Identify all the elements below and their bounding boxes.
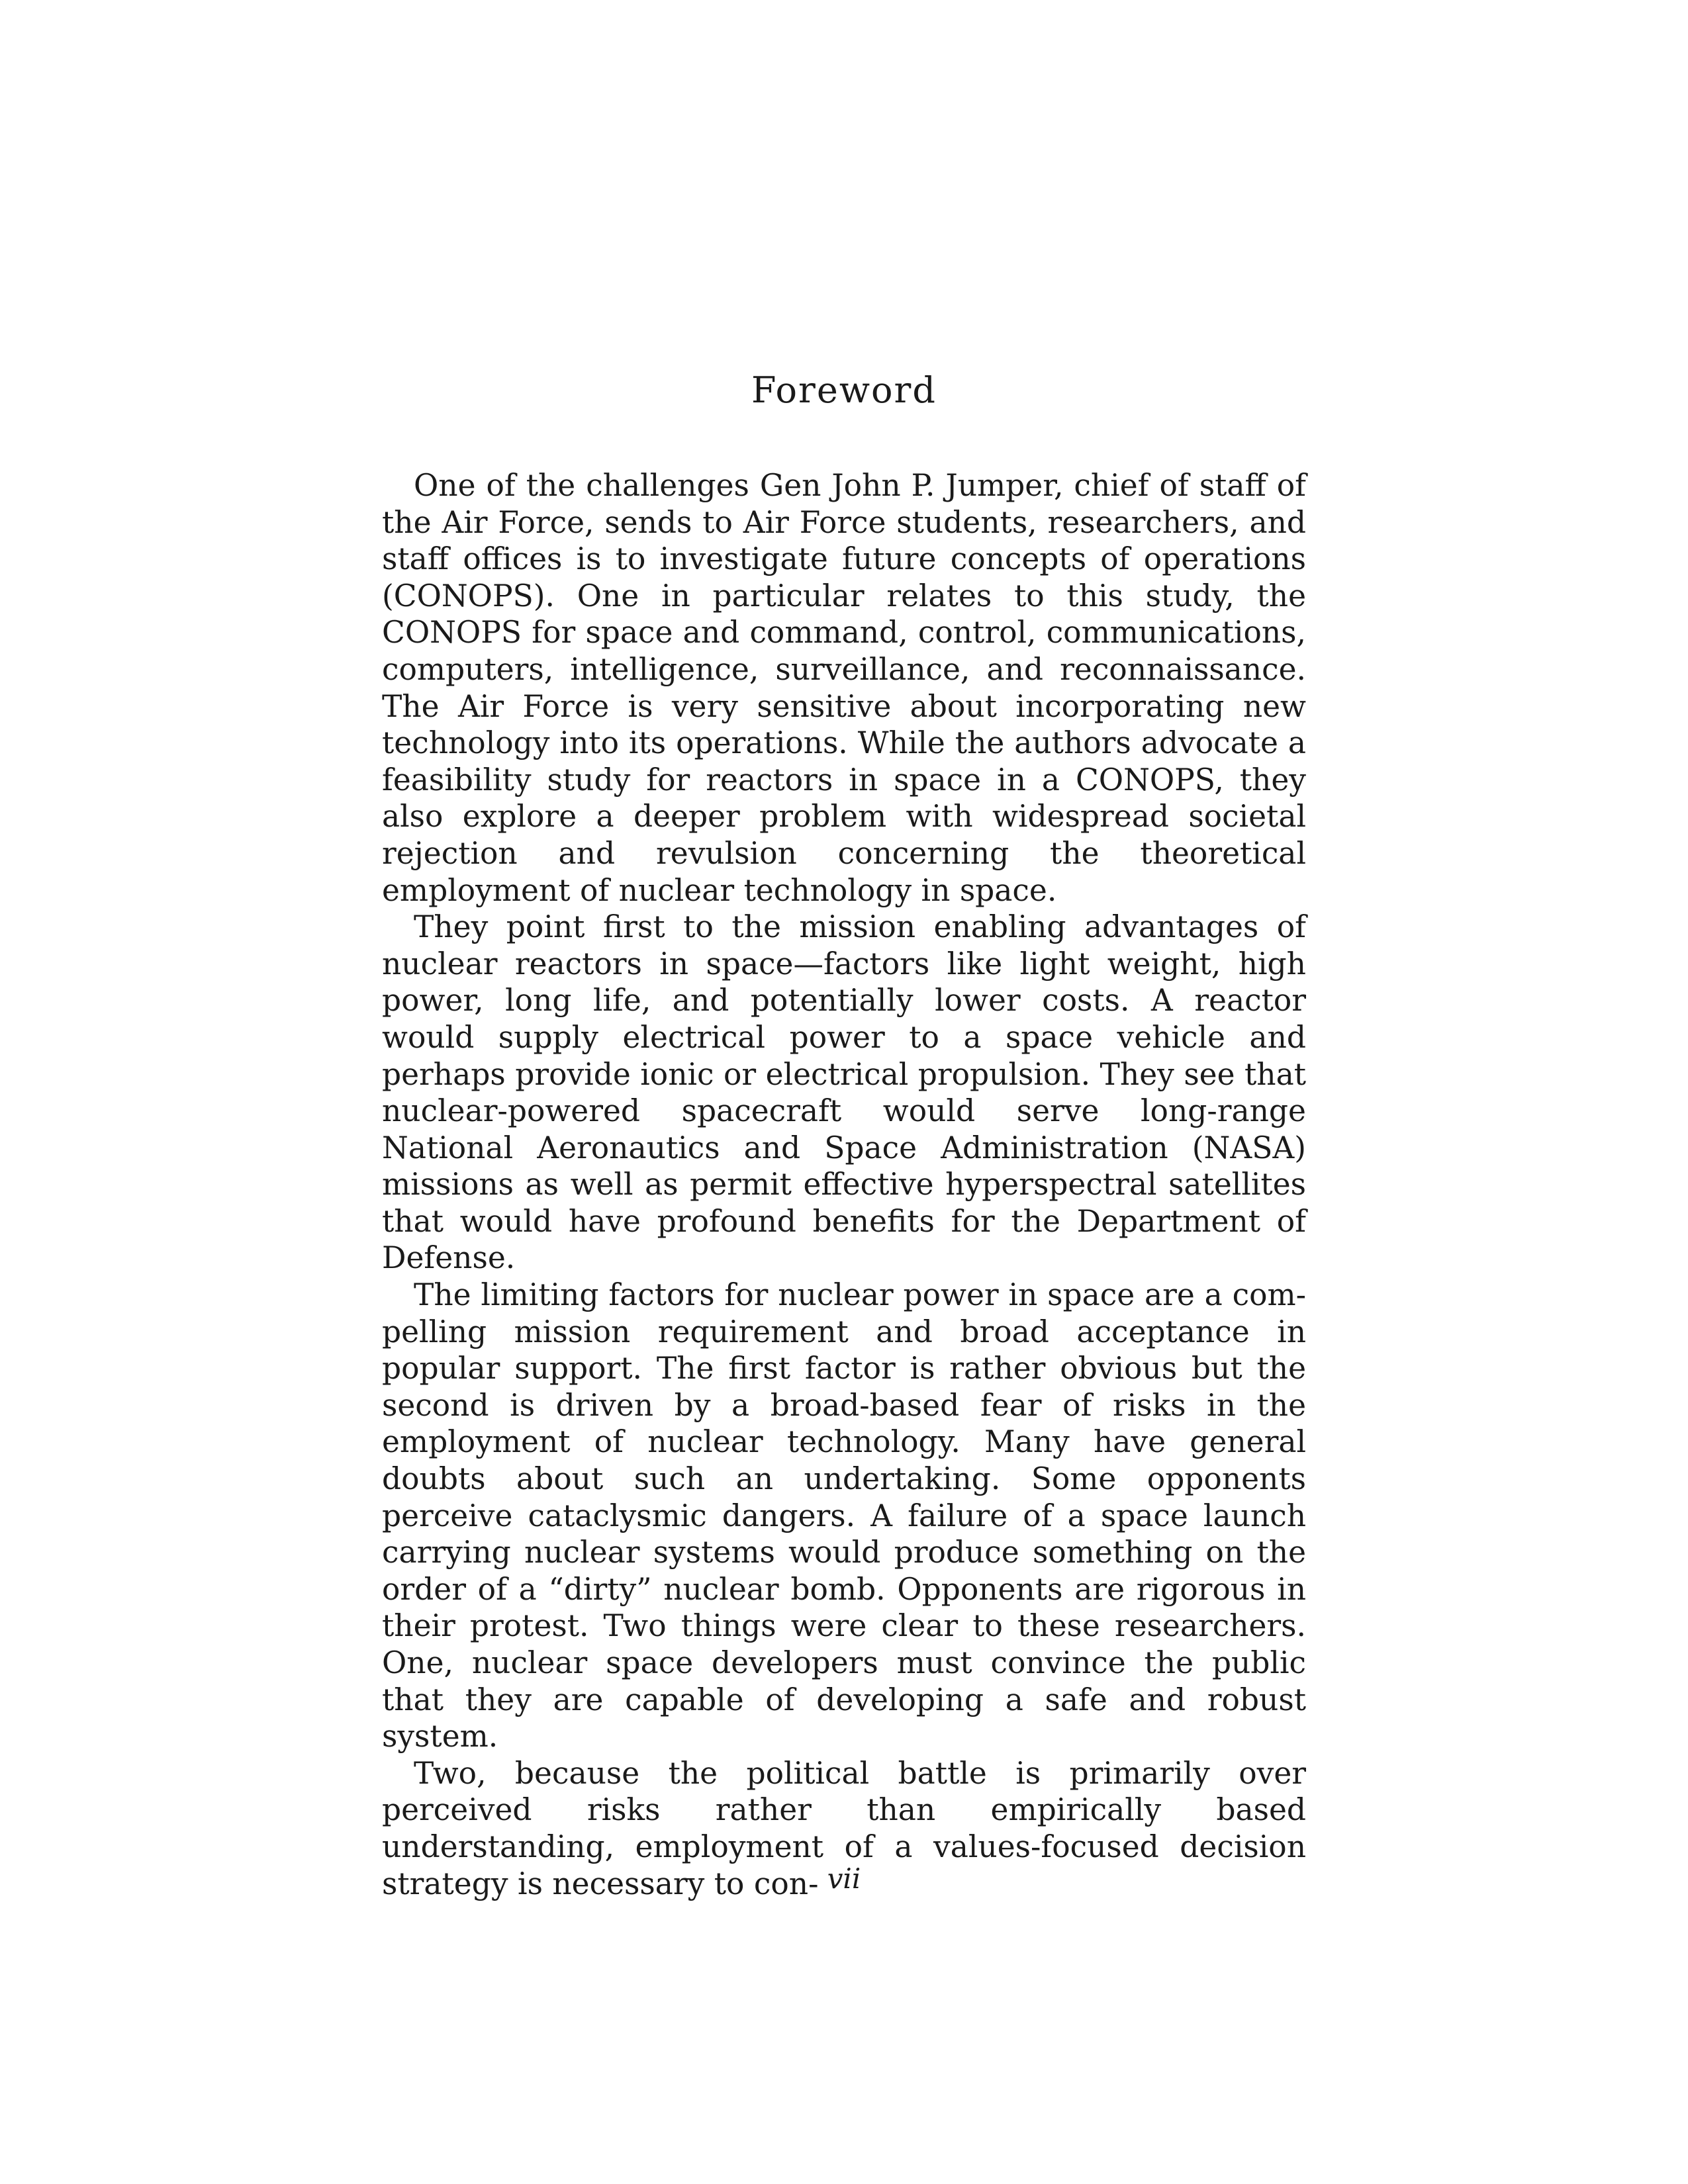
paragraph-1: One of the challenges Gen John P. Jumper, chief of staff of the Air Force, sends to Air Force students, researchers, and staff offices is to investigate future concepts of operations (CONOPS). One in particular relates to this study, the CONOPS for space and command, control, communications, computers, intelligence, surveillance, and reconnaissance. The Air Force is very sensitive about incorporating new technology into its operations. While the authors advocate a feasibility study for reactors in space in a CONOPS, they also explore a deeper problem with widespread societal rejection and revulsion concerning the theoretical employment of nuclear technology in space.	[382, 468, 1306, 908]
foreword-body	[382, 467, 1306, 1902]
paragraph-3: The limiting factors for nuclear power in space are a compelling mission requirement and broad acceptance in popular support. The first factor is rather obvious but the second is driven by a broad-based fear of risks in the employment of nuclear technology. Many have general doubts about such an undertaking. Some opponents perceive cataclysmic dangers. A failure of a space launch carrying nuclear systems would produce something on the order of a “dirty” nuclear bomb. Opponents are rigorous in their protest. Two things were clear to these researchers. One, nuclear space developers must convince the public that they are capable of developing a safe and robust system.	[382, 1277, 1306, 1754]
page-title: Foreword	[751, 369, 937, 411]
paragraph-4: Two, because the political battle is primarily over perceived risks rather than empirically based understanding, employment of a values-focused decision strategy is necessary to con-	[382, 1755, 1306, 1901]
paragraph-2: They point first to the mission enabling advantages of nuclear reactors in space—factors like light weight, high power, long life, and potentially lower costs. A reactor would supply electrical power to a space vehicle and perhaps provide ionic or electrical propulsion. They see that nuclear-powered spacecraft would serve long-range National Aeronautics and Space Administration (NASA) missions as well as permit effective hyperspectral satellites that would have profound benefits for the Department of Defense.	[382, 909, 1306, 1276]
page-number: vii	[827, 1862, 861, 1895]
